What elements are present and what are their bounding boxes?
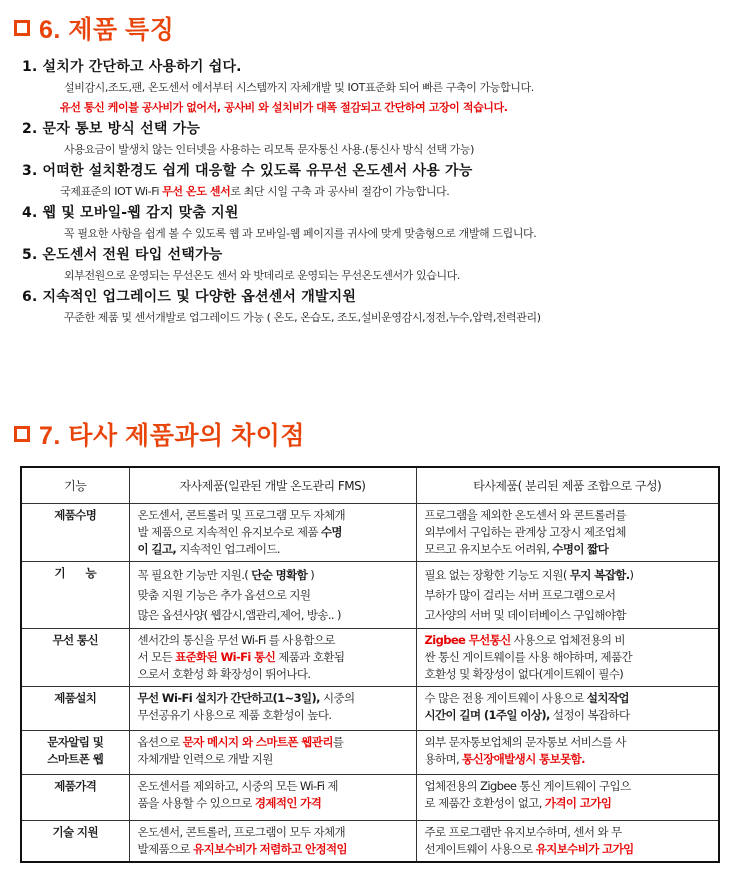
feature-item bbox=[22, 56, 722, 118]
table-row bbox=[21, 628, 719, 686]
row-label: 제품가격 bbox=[21, 774, 129, 820]
row-label: 제품설치 bbox=[21, 686, 129, 730]
table-row bbox=[21, 561, 719, 628]
feature-desc: 꾸준한 제품 및 센서개발로 업그레이드 가능 ( 온도, 온습도, 조도,설비운영감시,정전,누수,압력,전력관리) bbox=[64, 311, 541, 324]
feature-desc: 꼭 필요한 사항을 쉽게 볼 수 있도록 웹 과 모바일-웹 페이지를 귀사에 맞게 맞춤형으로 개발해 드립니다. bbox=[64, 227, 537, 240]
own-cell: 온도센서, 콘트롤러 및 프로그램 모두 자체개 발 제품으로 지속적인 유지보수로 제품 수명 이 길고, 지속적인 업그레이드. bbox=[129, 503, 416, 561]
feature-item bbox=[22, 160, 722, 202]
own-cell: 온도센서, 콘트롤러, 프로그램이 모두 자체개 발제품으로 유지보수비가 저렴하고 안정적임 bbox=[129, 820, 416, 862]
feature-desc: 국제표준의 IOT Wi-Fi 무선 온도 센서로 최단 시일 구축 과 공사비 절감이 가능합니다. bbox=[60, 185, 450, 198]
table-row bbox=[21, 820, 719, 862]
section-6-heading bbox=[14, 10, 174, 46]
feature-item bbox=[22, 118, 722, 160]
feature-title: 2. 문자 통보 방식 선택 가능 bbox=[22, 121, 201, 137]
other-cell: 수 많은 전용 게이트웨이 사용으로 설치작업 시간이 길며 (1주일 이상), 설정이 복잡하다 bbox=[416, 686, 719, 730]
feature-item bbox=[22, 202, 722, 244]
feature-item bbox=[22, 286, 722, 328]
feature-list bbox=[22, 56, 722, 328]
other-cell: 외부 문자통보업체의 문자통보 서비스를 사 용하며, 통신장애발생시 통보못함. bbox=[416, 730, 719, 774]
table-header-row bbox=[21, 467, 719, 503]
feature-desc-highlight: 유선 통신 케이블 공사비가 없어서, 공사비 와 설치비가 대폭 절감되고 간단하여 고장이 적습니다. bbox=[60, 101, 508, 114]
own-cell: 꼭 필요한 기능만 지원.( 단순 명확함 ) 맞춤 지원 기능은 추가 옵션으로 지원 많은 옵션사양( 웹감시,앱관리,제어, 방송.. ) bbox=[129, 561, 416, 628]
row-label: 문자알림 및 스마트폰 웹 bbox=[21, 730, 129, 774]
feature-title: 3. 어떠한 설치환경도 쉽게 대응할 수 있도록 유무선 온도센서 사용 가능 bbox=[22, 163, 473, 179]
feature-desc: 외부전원으로 운영되는 무선온도 센서 와 밧데리로 운영되는 무선온도센서가 있습니다. bbox=[64, 269, 461, 282]
table-row bbox=[21, 774, 719, 820]
own-cell: 센서간의 통신을 무선 Wi-Fi 를 사용함으로 서 모든 표준화된 Wi-Fi 통신 제품과 호환됨 으로서 호환성 화 확장성이 뛰어나다. bbox=[129, 628, 416, 686]
row-label: 기술 지원 bbox=[21, 820, 129, 862]
feature-title: 4. 웹 및 모바일-웹 감지 맞춤 지원 bbox=[22, 205, 239, 221]
section-6-title: 6. 제품 특징 bbox=[39, 16, 175, 44]
feature-desc: 설비감시,조도,팬, 온도센서 에서부터 시스템까지 자체개발 및 IOT표준화 되어 빠른 구축이 가능합니다. bbox=[64, 81, 534, 94]
other-cell: 주로 프로그램만 유지보수하며, 센서 와 무 선게이트웨이 사용으로 유지보수비가 고가임 bbox=[416, 820, 719, 862]
other-cell: Zigbee 무선통신 사용으로 업체전용의 비 싼 통신 게이트웨이를 사용 해야하며, 제품간 호환성 및 확장성이 없다(게이트웨이 필수) bbox=[416, 628, 719, 686]
row-label: 제품수명 bbox=[21, 503, 129, 561]
feature-item bbox=[22, 244, 722, 286]
header-own-product: 자사제품(일관된 개발 온도관리 FMS) bbox=[129, 467, 416, 503]
feature-title: 1. 설치가 간단하고 사용하기 쉽다. bbox=[22, 59, 242, 75]
feature-title: 5. 온도센서 전원 타입 선택가능 bbox=[22, 247, 223, 263]
own-cell: 온도센서를 제외하고, 시중의 모든 Wi-Fi 제 품을 사용할 수 있으므로 경제적인 가격 bbox=[129, 774, 416, 820]
row-label: 기 능 bbox=[21, 561, 129, 628]
feature-desc: 사용요금이 발생치 않는 인터넷을 사용하는 리모톡 문자통신 사용.(통신사 방식 선택 가능) bbox=[64, 143, 474, 156]
section-7-title: 7. 타사 제품과의 차이점 bbox=[39, 422, 306, 450]
feature-title: 6. 지속적인 업그레이드 및 다양한 옵션센서 개발지원 bbox=[22, 289, 357, 305]
row-label: 무선 통신 bbox=[21, 628, 129, 686]
other-cell: 업체전용의 Zigbee 통신 게이트웨이 구입으 로 제품간 호환성이 없고, 가격이 고가임 bbox=[416, 774, 719, 820]
section-7-heading bbox=[14, 416, 305, 452]
own-cell: 무선 Wi-Fi 설치가 간단하고(1~3일), 시중의 무선공유기 사용으로 제품 호환성이 높다. bbox=[129, 686, 416, 730]
comparison-table bbox=[20, 466, 720, 863]
table-row bbox=[21, 686, 719, 730]
table-row bbox=[21, 730, 719, 774]
header-function: 기능 bbox=[21, 467, 129, 503]
checkbox-bullet-icon bbox=[14, 20, 30, 36]
header-other-product: 타사제품( 분리된 제품 조합으로 구성) bbox=[416, 467, 719, 503]
checkbox-bullet-icon bbox=[14, 426, 30, 442]
other-cell: 프로그램을 제외한 온도센서 와 콘트롤러를 외부에서 구입하는 관계상 고장시 제조업체 모르고 유지보수도 어려워, 수명이 짧다 bbox=[416, 503, 719, 561]
own-cell: 옵션으로 문자 메시지 와 스마트폰 웹관리를 자체개발 인력으로 개발 지원 bbox=[129, 730, 416, 774]
table-row bbox=[21, 503, 719, 561]
other-cell: 필요 없는 장황한 기능도 지원( 무지 복잡함.) 부하가 많이 걸리는 서버 프로그램으로서 고사양의 서버 및 데이터베이스 구입해야함 bbox=[416, 561, 719, 628]
